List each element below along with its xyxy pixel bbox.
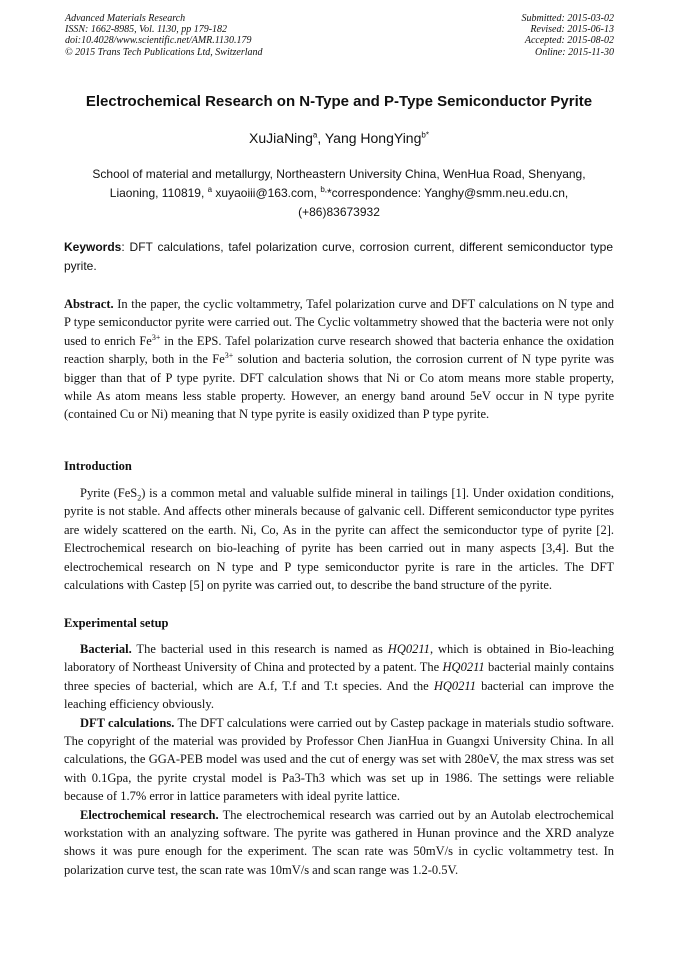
dft-label: DFT calculations. <box>80 715 175 730</box>
bacterial-paragraph <box>64 640 614 714</box>
date-accepted: Accepted: 2015-08-02 <box>524 35 614 47</box>
text-run: The DFT calculations were carried out by Castep package in materials studio software. The copyright of the material was provided by Professor Chen JianHua in Guangxi University China. In all calculations, the GGA-PEB model was used and the cut of energy was set with 280eV, the max stress was set with 0.1Gpa, the pyrite crystal model is Pa3-Th3 which was set up in 1986. The settings were reliable because of 1.7% error in lattice parameters with ideal pyrite lattice. <box>64 715 614 804</box>
text-run: The bacterial used in this research is named as <box>131 642 388 656</box>
text-run: , which is obtained in Bio-leaching laboratory of Northeast University of China and protected by a patent. The <box>64 642 614 675</box>
introduction-paragraph <box>64 484 614 594</box>
affiliation-superscript: b, <box>320 185 327 194</box>
copyright: © 2015 Trans Tech Publications Ltd, Switzerland <box>65 46 263 58</box>
dft-paragraph <box>64 714 614 806</box>
experimental-heading: Experimental setup <box>64 616 169 630</box>
superscript: 3+ <box>151 332 161 342</box>
text-run: in the EPS. Tafel polarization curve research showed that bacteria enhance the oxidation reaction sharply, both in the Fe <box>64 333 614 367</box>
date-submitted: Submitted: 2015-03-02 <box>521 13 614 24</box>
abstract-label: Abstract. <box>64 297 114 311</box>
introduction-heading: Introduction <box>64 459 132 473</box>
doi-link[interactable]: doi:10.4028/www.scientific.net/AMR.1130.179 <box>65 35 252 47</box>
keywords-text: : DFT calculations, tafel polarization curve, corrosion current, different semiconductor type pyrite. <box>64 240 613 273</box>
text-run: Pyrite (FeS <box>80 486 138 500</box>
email-link[interactable]: xuyaoiii@163.com, <box>212 186 321 200</box>
paper-title: Electrochemical Research on N-Type and P-Type Semiconductor Pyrite <box>85 93 593 110</box>
bacterial-label: Bacterial. <box>80 642 132 656</box>
date-revised: Revised: 2015-06-13 <box>530 24 614 36</box>
submission-dates <box>522 13 615 58</box>
affiliation-line: School of material and metallurgy, Northeastern University China, WenHua Road, Shenyang, <box>92 167 586 181</box>
keywords-label: Keywords <box>64 240 122 254</box>
text-run: bacterial mainly contains three species of bacterial, which are A.f, T.f and T.t species. And the <box>64 660 614 693</box>
keywords <box>64 238 613 276</box>
journal-issn: ISSN: 1662-8985, Vol. 1130, pp 179-182 <box>65 24 228 36</box>
date-online: Online: 2015-11-30 <box>535 46 614 58</box>
electrochemical-label: Electrochemical research. <box>80 807 219 822</box>
affiliation-location: Liaoning, 110819, <box>109 186 208 200</box>
text-run: In the paper, the cyclic voltammetry, Tafel polarization curve and DFT calculations on N type and P type semiconductor pyrite were carried out. The Cyclic voltammetry showed that the bacteria were not only used to enrich Fe <box>64 297 614 348</box>
author-superscript: a <box>312 130 318 140</box>
abstract <box>64 295 614 424</box>
phone-number: (+86)83673932 <box>298 205 380 219</box>
author-separator: , <box>317 130 325 146</box>
experimental-setup <box>64 640 614 879</box>
author-name: XuJiaNing <box>249 130 313 146</box>
author-list <box>0 130 678 146</box>
subscript: 2 <box>137 493 142 503</box>
superscript: 3+ <box>224 351 234 361</box>
correspondence-email[interactable]: *correspondence: Yanghy@smm.neu.edu.cn, <box>327 186 569 200</box>
author-name: Yang HongYing <box>324 130 422 146</box>
text-run: solution and bacteria solution, the corrosion current of N type pyrite was bigger than that of P type pyrite. DFT calculation shows that Ni or Co atom means more stable property, while As atom means less stable property. However, an energy band around 5eV occur in N type pyrite (contained Cu or Ni) meaning that N type pyrite is easily oxidized than P type pyrite. <box>64 352 614 422</box>
journal-name: Advanced Materials Research <box>65 13 186 24</box>
electrochemical-paragraph <box>64 806 614 880</box>
strain-name: HQ0211 <box>387 642 430 656</box>
text-run: The electrochemical research was carried out by an Autolab electrochemical workstation with an analyzing software. The pyrite was gathered in Hunan province and the XRD analyze shows it was pure enough for the experiment. The scan rate was 50mV/s in cyclic voltammetry test. In polarization curve test, the scan rate was 10mV/s and scan range was 1.2-0.5V. <box>64 807 615 877</box>
affiliation-superscript: a <box>207 185 213 194</box>
text-run: ) is a common metal and valuable sulfide mineral in tailings [1]. Under oxidation conditions, pyrite is not stable. And affects other minerals because of galvanic cell. Different semiconductor type pyrites are widely scattered on the earth. Ni, Co, As in the pyrite can affect the semiconductor type of pyrite [2]. Electrochemical research on bio-leaching of pyrite has been carried out in many aspects [3,4]. But the electrochemical research on N type and P type semiconductor pyrite is rare in the articles. The DFT calculations with Castep [5] on pyrite was carried out, to describe the band structure of the pyrite. <box>64 486 614 593</box>
author-superscript: b* <box>421 130 429 140</box>
affiliation <box>68 165 610 222</box>
abstract-paragraph <box>64 295 614 424</box>
journal-info <box>65 13 263 58</box>
introduction <box>64 484 614 594</box>
strain-name: HQ0211 <box>433 678 476 693</box>
strain-name: HQ0211 <box>442 660 485 675</box>
text-run: bacterial can improve the leaching efficiency obviously. <box>64 678 614 712</box>
